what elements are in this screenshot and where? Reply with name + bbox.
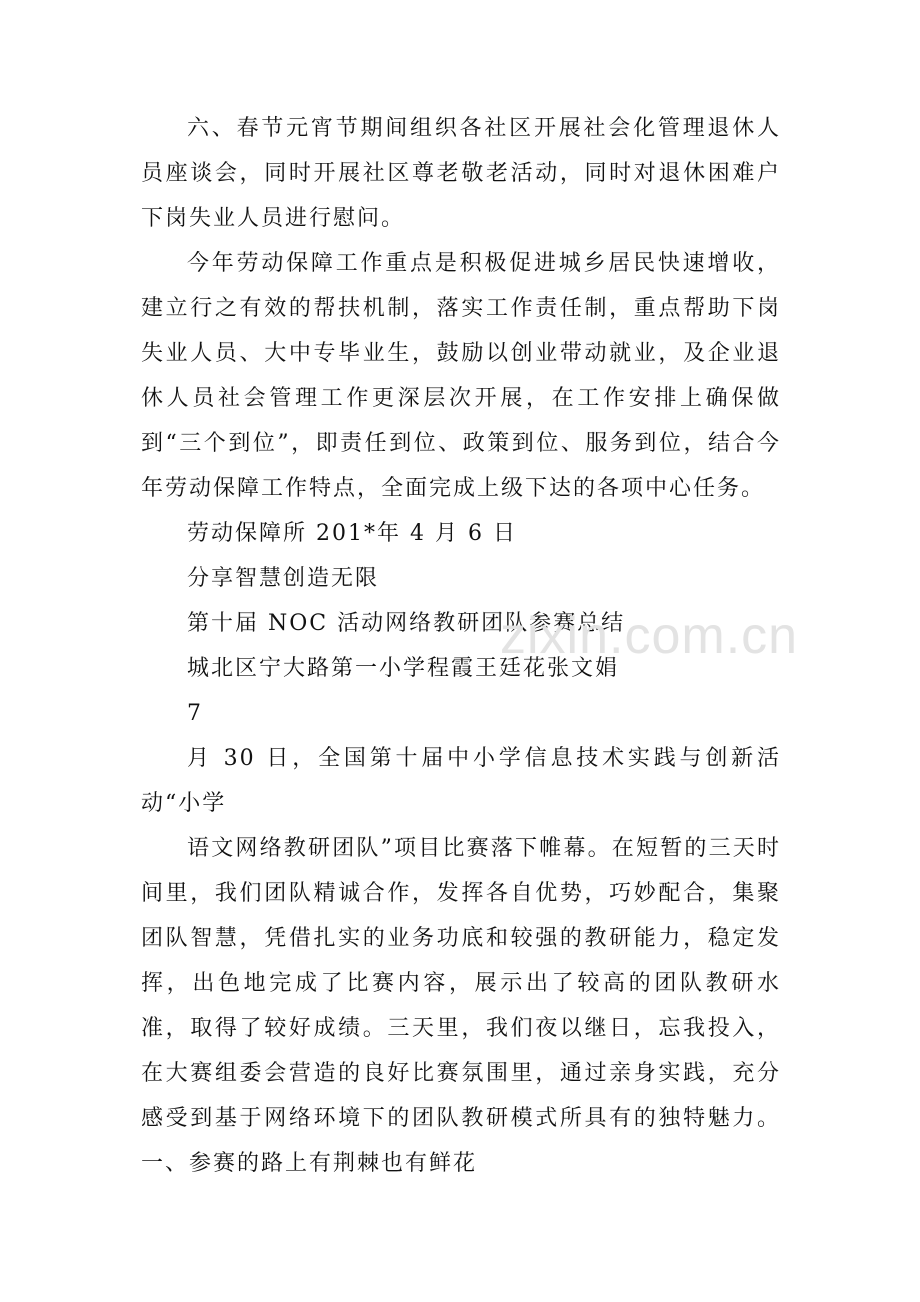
paragraph-slogan: 分享智慧创造无限 [187, 566, 380, 591]
paragraph-spring-festival: 六、春节元宵节期间组织各社区开展社会化管理退休人员座谈会，同时开展社区尊老敬老活动，同时对退休困难户下岗失业人员进行慰问。 [141, 116, 781, 231]
paragraph-summary: 语文网络教研团队”项目比赛落下帷幕。在短暂的三天时间里，我们团队精诚合作，发挥各自优势，巧妙配合，集聚团队智慧，凭借扎实的业务功底和较强的教研能力，稳定发挥，出色地完成了比赛内容，展示出了较高的团队教研水准，取得了较好成绩。三天里，我们夜以继日，忘我投入，在大赛组委会营造的良好比赛氛围里，通过亲身实践，充分感受到基于网络环境下的团队教研模式所具有的独特魅力。一、参赛的路上有荆棘也有鲜花 [141, 836, 781, 1176]
watermark: zixin.com.cn [500, 607, 799, 665]
paragraph-date-intro: 月 30 日，全国第十届中小学信息技术实践与创新活动“小学 [141, 746, 781, 816]
paragraph-work-focus: 今年劳动保障工作重点是积极促进城乡居民快速增收，建立行之有效的帮扶机制，落实工作责任制，重点帮助下岗失业人员、大中专毕业生，鼓励以创业带动就业，及企业退休人员社会管理工作更深层次开展，在工作安排上确保做到“三个到位”，即责任到位、政策到位、服务到位，结合今年劳动保障工作特点，全面完成上级下达的各项中心任务。 [141, 251, 781, 501]
paragraph-month-number: 7 [187, 701, 203, 726]
paragraph-signature-date: 劳动保障所 201*年 4 月 6 日 [187, 521, 517, 546]
paragraph-title: 第十届 NOC 活动网络教研团队参赛总结 [187, 611, 626, 636]
paragraph-authors: 城北区宁大路第一小学程霞王廷花张文娟 [187, 656, 620, 681]
document-body [141, 106, 781, 1186]
